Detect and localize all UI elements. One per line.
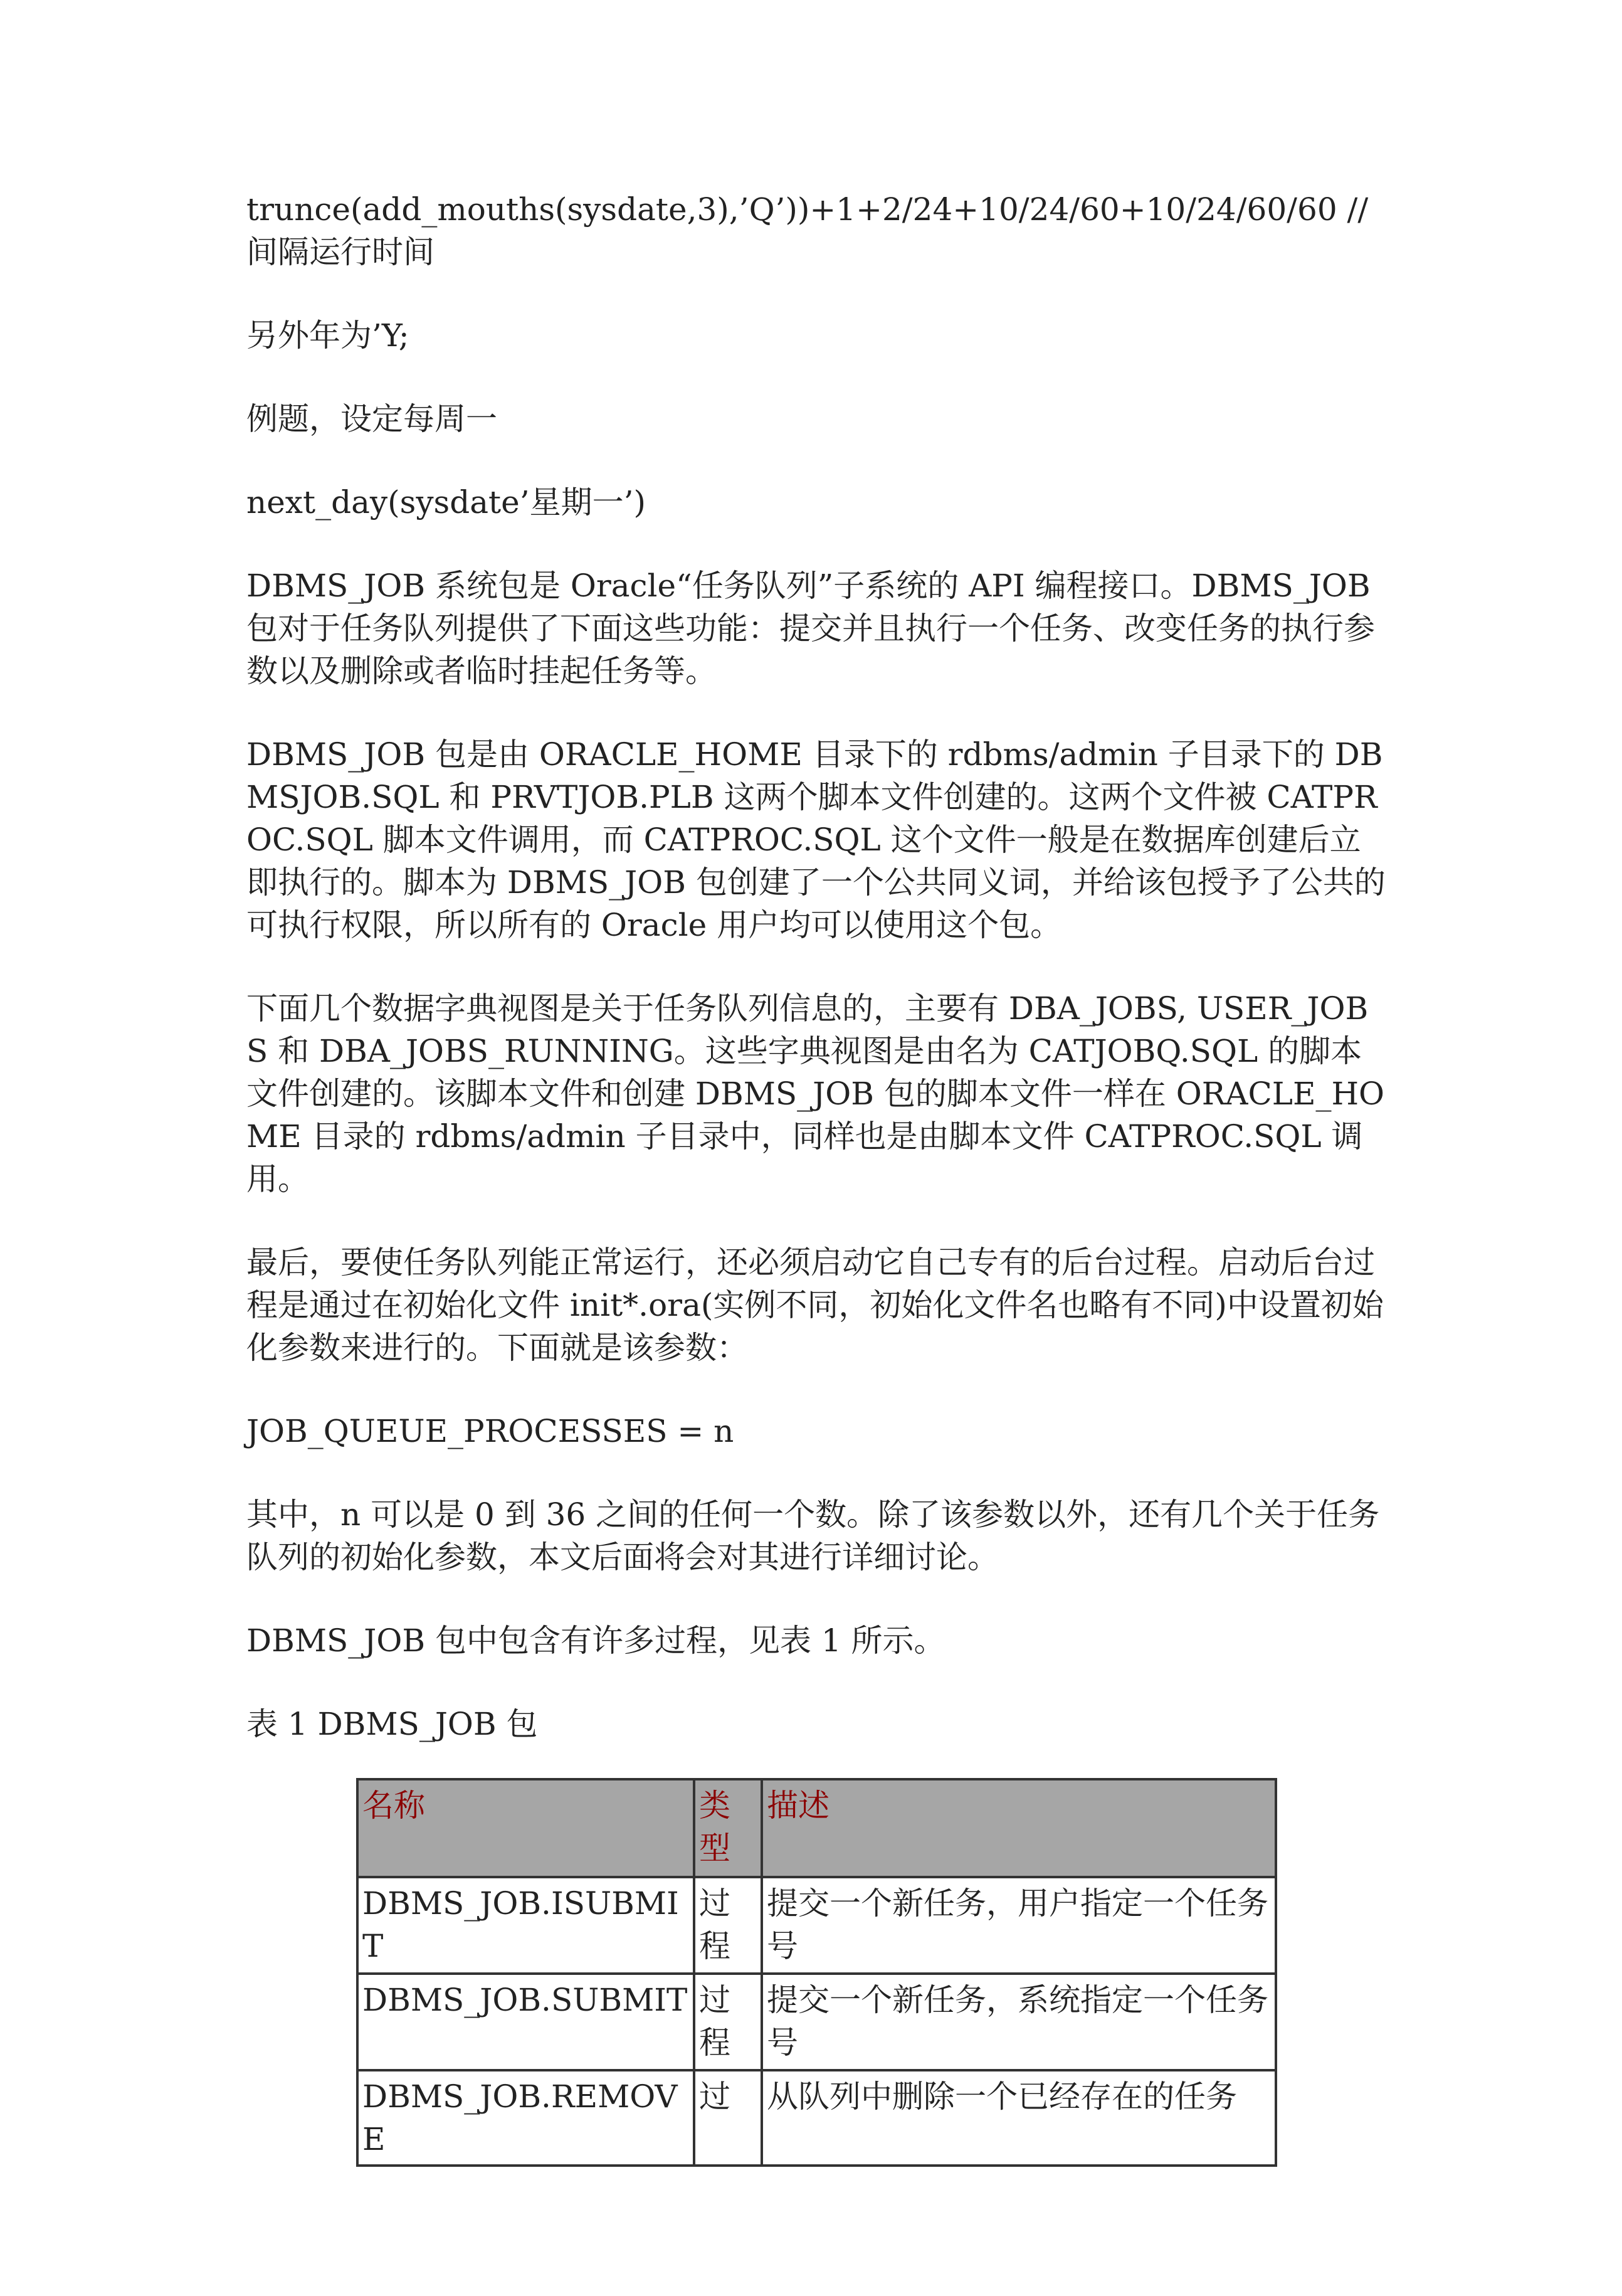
cell-type: 过程 — [694, 1877, 762, 1974]
table-caption: 表 1 DBMS_JOB 包 — [246, 1706, 538, 1742]
cell-name: DBMS_JOB.ISUBMIT — [357, 1877, 694, 1974]
table-header-row — [357, 1779, 1276, 1877]
table-row — [357, 1877, 1276, 1974]
paragraph-dbms-job-intro: DBMS_JOB 系统包是 Oracle“任务队列”子系统的 API 编程接口。DBMS_JOB 包对于任务队列提供了下面这些功能：提交并且执行一个任务、改变任务的执行参数以及删除或者临时挂起任务等。 — [246, 568, 1381, 689]
cell-description: 从队列中删除一个已经存在的任务 — [762, 2070, 1276, 2166]
paragraph-year-note: 另外年为’Y; — [246, 317, 409, 354]
paragraph-dictionary-views: 下面几个数据字典视图是关于任务队列信息的，主要有 DBA_JOBS, USER_JOBS 和 DBA_JOBS_RUNNING。这些字典视图是由名为 CATJOBQ.SQL 的脚本文件创建的。该脚本文件和创建 DBMS_JOB 包的脚本文件一样在 ORACLE_HOME 目录的 rdbms/admin 子目录中，同样也是由脚本文件 CATPROC.SQL 调用。 — [246, 990, 1385, 1197]
document-page — [246, 188, 1388, 2167]
procedures-table — [356, 1778, 1277, 2167]
table-row — [357, 2070, 1276, 2166]
cell-type: 过程 — [694, 1974, 762, 2070]
paragraph-dbms-job-creation: DBMS_JOB 包是由 ORACLE_HOME 目录下的 rdbms/admin 子目录下的 DBMSJOB.SQL 和 PRVTJOB.PLB 这两个脚本文件创建的。这两个文件被 CATPROC.SQL 脚本文件调用，而 CATPROC.SQL 这个文件一般是在数据库创建后立即执行的。脚本为 DBMS_JOB 包创建了一个公共同义词，并给该包授予了公共的可执行权限，所以所有的 Oracle 用户均可以使用这个包。 — [246, 736, 1386, 943]
cell-name: DBMS_JOB.SUBMIT — [357, 1974, 694, 2070]
cell-type: 过 — [694, 2070, 762, 2166]
cell-description: 提交一个新任务，系统指定一个任务号 — [762, 1974, 1276, 2070]
header-name: 名称 — [357, 1779, 694, 1877]
paragraph-parameter-range: 其中，n 可以是 0 到 36 之间的任何一个数。除了该参数以外，还有几个关于任务队列的初始化参数，本文后面将会对其进行详细讨论。 — [246, 1496, 1380, 1575]
paragraph-parameter: JOB_QUEUE_PROCESSES = n — [246, 1413, 734, 1449]
paragraph-next-day-expression: next_day(sysdate’星期一’) — [246, 484, 646, 521]
paragraph-interval-expression: trunce(add_mouths(sysdate,3),’Q’))+1+2/24+10/24/60+10/24/60/60 //间隔运行时间 — [246, 191, 1369, 270]
paragraph-background-process: 最后，要使任务队列能正常运行，还必须启动它自己专有的后台过程。启动后台过程是通过在初始化文件 init*.ora(实例不同，初始化文件名也略有不同)中设置初始化参数来进行的。下面就是该参数： — [246, 1244, 1384, 1366]
cell-description: 提交一个新任务，用户指定一个任务号 — [762, 1877, 1276, 1974]
procedures-table-wrapper — [356, 1778, 1275, 2167]
table-row — [357, 1974, 1276, 2070]
header-description: 描述 — [762, 1779, 1276, 1877]
paragraph-example-heading: 例题，设定每周一 — [246, 401, 497, 437]
paragraph-procedures-intro: DBMS_JOB 包中包含有许多过程，见表 1 所示。 — [246, 1622, 945, 1659]
cell-name: DBMS_JOB.REMOVE — [357, 2070, 694, 2166]
header-type: 类型 — [694, 1779, 762, 1877]
